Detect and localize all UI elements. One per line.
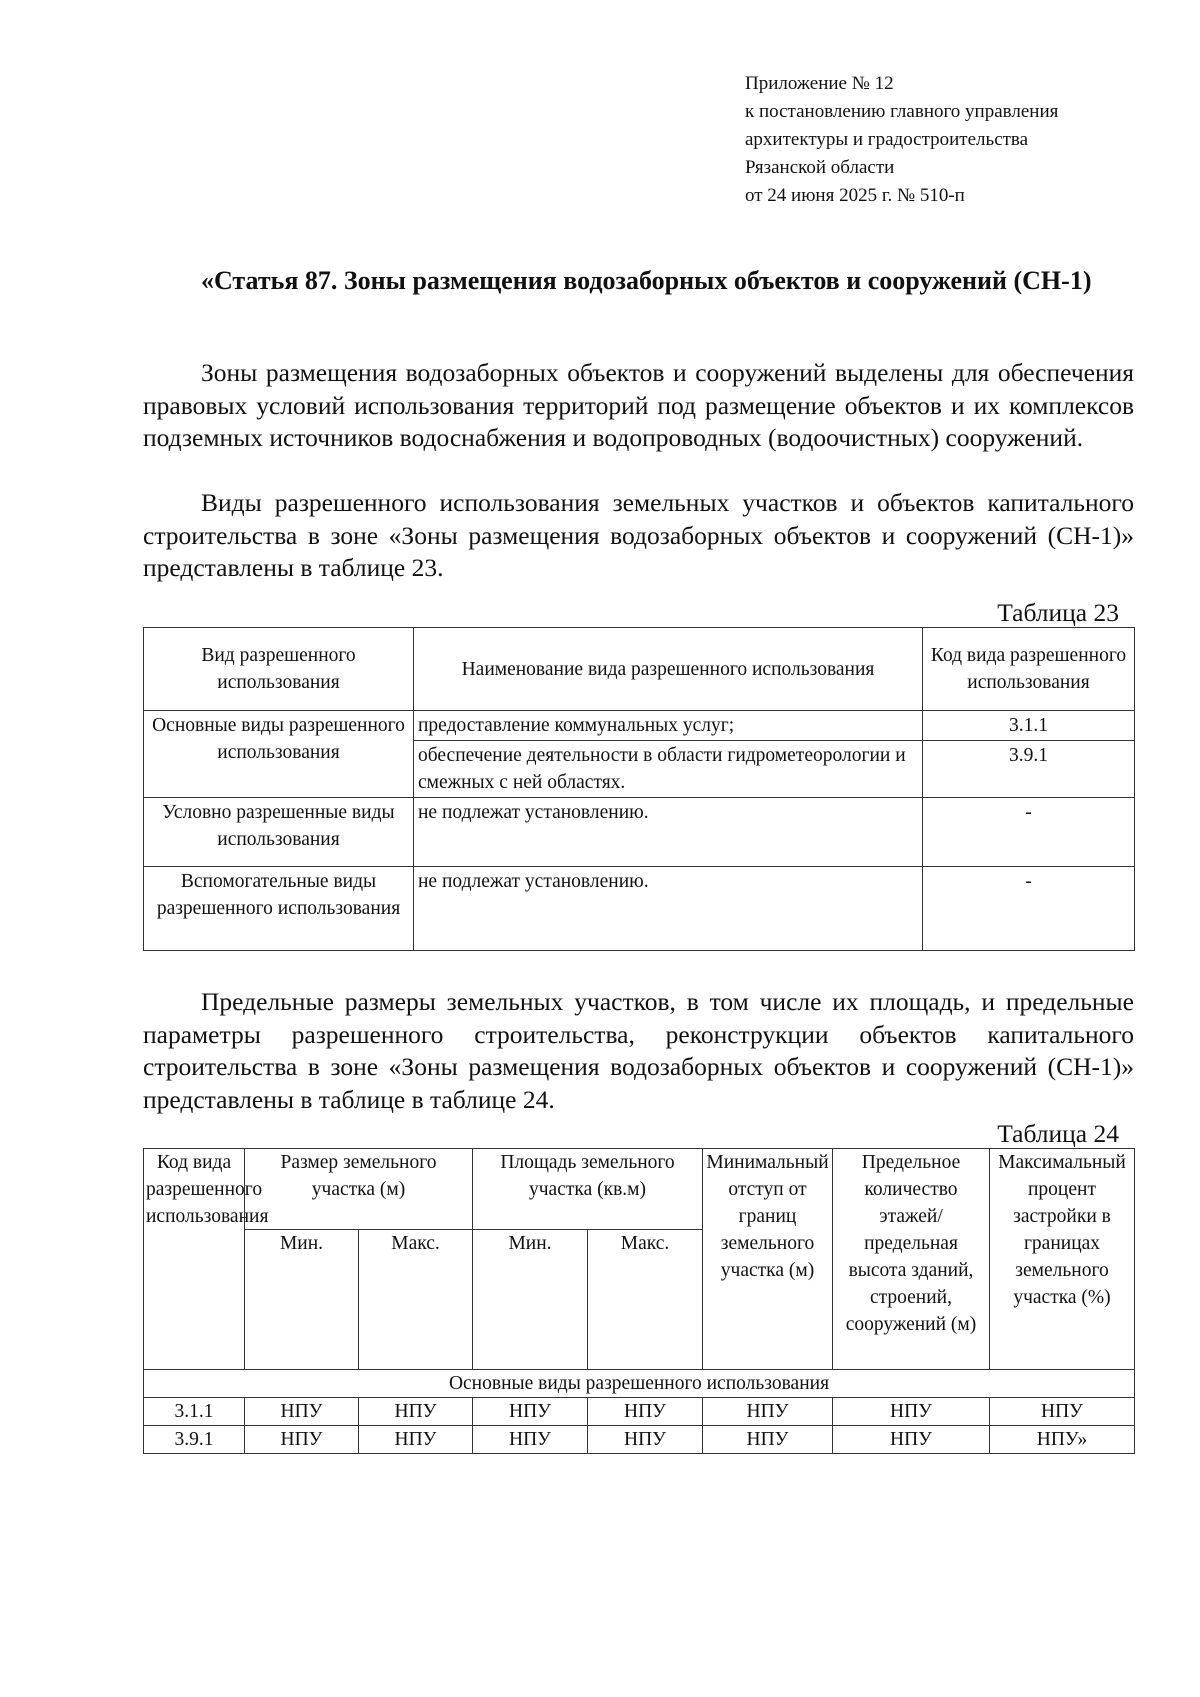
row-value: НПУ (473, 1398, 588, 1426)
table-row (144, 711, 1135, 741)
appendix-line: к постановлению главного управления (745, 101, 1059, 122)
section-label: Основные виды разрешенного использования (144, 1370, 1135, 1398)
table-row (144, 1426, 1135, 1454)
header-cell-coverage: Максимальный процент застройки в границах земельного участка (%) (990, 1149, 1135, 1370)
header-cell-plot-area: Площадь земельного участка (кв.м) (473, 1149, 703, 1230)
appendix-line: от 24 июня 2025 г. № 510-п (745, 185, 965, 206)
header-cell-floors: Предельное количество этажей/ предельная высота зданий, строений, сооружений (м) (833, 1149, 990, 1370)
table24-caption: Таблица 24 (997, 1119, 1119, 1148)
row-value: НПУ (588, 1426, 703, 1454)
table-23 (143, 627, 1135, 951)
paragraph-zone-purpose: Зоны размещения водозаборных объектов и сооружений выделены для обеспечения правовых условий использования территорий под размещение объектов и их комплексов подземных источников водоснабжения и водопроводных (водоочистных) сооружений. (143, 358, 1134, 452)
use-name: предоставление коммунальных услуг; (414, 711, 923, 741)
table-row (144, 1398, 1135, 1426)
header-cell: Код вида разрешенного использования (923, 628, 1135, 711)
table-row (144, 798, 1135, 867)
header-cell: Вид разрешенного использования (144, 628, 414, 711)
header-cell-plot-size: Размер земельного участка (м) (245, 1149, 473, 1230)
group-label-conditional: Условно разрешенные виды использования (144, 798, 414, 867)
header-cell: Наименование вида разрешенного использования (414, 628, 923, 711)
table-header-row (144, 1149, 1135, 1230)
article-title: «Статья 87. Зоны размещения водозаборных объектов и сооружений (СН-1) (201, 266, 1092, 295)
paragraph-table24-intro: Предельные размеры земельных участков, в том числе их площадь, и предельные параметры разрешенного строительства, реконструкции объектов капитального строительства в зоне «Зоны размещения водозаборных объектов и сооружений (СН-1)» представлены в таблице в таблице 24. (143, 987, 1134, 1114)
row-value: НПУ (990, 1398, 1135, 1426)
paragraph-table23-intro: Виды разрешенного использования земельных участков и объектов капитального строительства в зоне «Зоны размещения водозаборных объектов и сооружений (СН-1)» представлены в таблице 23. (143, 488, 1134, 582)
header-cell-min: Мин. (473, 1230, 588, 1370)
table-24 (143, 1148, 1135, 1454)
row-value: НПУ (833, 1426, 990, 1454)
header-cell-code: Код вида разрешенного использования (144, 1149, 245, 1370)
row-value: НПУ (359, 1398, 473, 1426)
header-cell-min: Мин. (245, 1230, 359, 1370)
header-cell-setback: Минимальный отступ от границ земельного участка (м) (703, 1149, 833, 1370)
appendix-line: архитектуры и градостроительства (745, 129, 1029, 150)
appendix-header (745, 70, 1058, 210)
row-value: НПУ (473, 1426, 588, 1454)
row-value: НПУ» (990, 1426, 1135, 1454)
row-code: 3.9.1 (144, 1426, 245, 1454)
row-value: НПУ (359, 1426, 473, 1454)
group-label-auxiliary: Вспомогательные виды разрешенного использования (144, 867, 414, 951)
table23-caption: Таблица 23 (997, 598, 1119, 627)
header-cell-max: Макс. (359, 1230, 473, 1370)
row-value: НПУ (703, 1426, 833, 1454)
use-code: 3.9.1 (923, 741, 1135, 798)
appendix-line: Приложение № 12 (745, 73, 894, 94)
group-label-main: Основные виды разрешенного использования (144, 711, 414, 798)
use-name: не подлежат установлению. (414, 798, 923, 867)
use-code: 3.1.1 (923, 711, 1135, 741)
table-row (144, 867, 1135, 951)
row-value: НПУ (245, 1398, 359, 1426)
appendix-line: Рязанской области (745, 157, 895, 178)
row-value: НПУ (588, 1398, 703, 1426)
row-value: НПУ (833, 1398, 990, 1426)
row-code: 3.1.1 (144, 1398, 245, 1426)
use-name: обеспечение деятельности в области гидрометеорологии и смежных с ней областях. (414, 741, 923, 798)
row-value: НПУ (245, 1426, 359, 1454)
header-cell-max: Макс. (588, 1230, 703, 1370)
section-row (144, 1370, 1135, 1398)
row-value: НПУ (703, 1398, 833, 1426)
table-header-row (144, 628, 1135, 711)
use-code: - (923, 867, 1135, 951)
use-code: - (923, 798, 1135, 867)
use-name: не подлежат установлению. (414, 867, 923, 951)
